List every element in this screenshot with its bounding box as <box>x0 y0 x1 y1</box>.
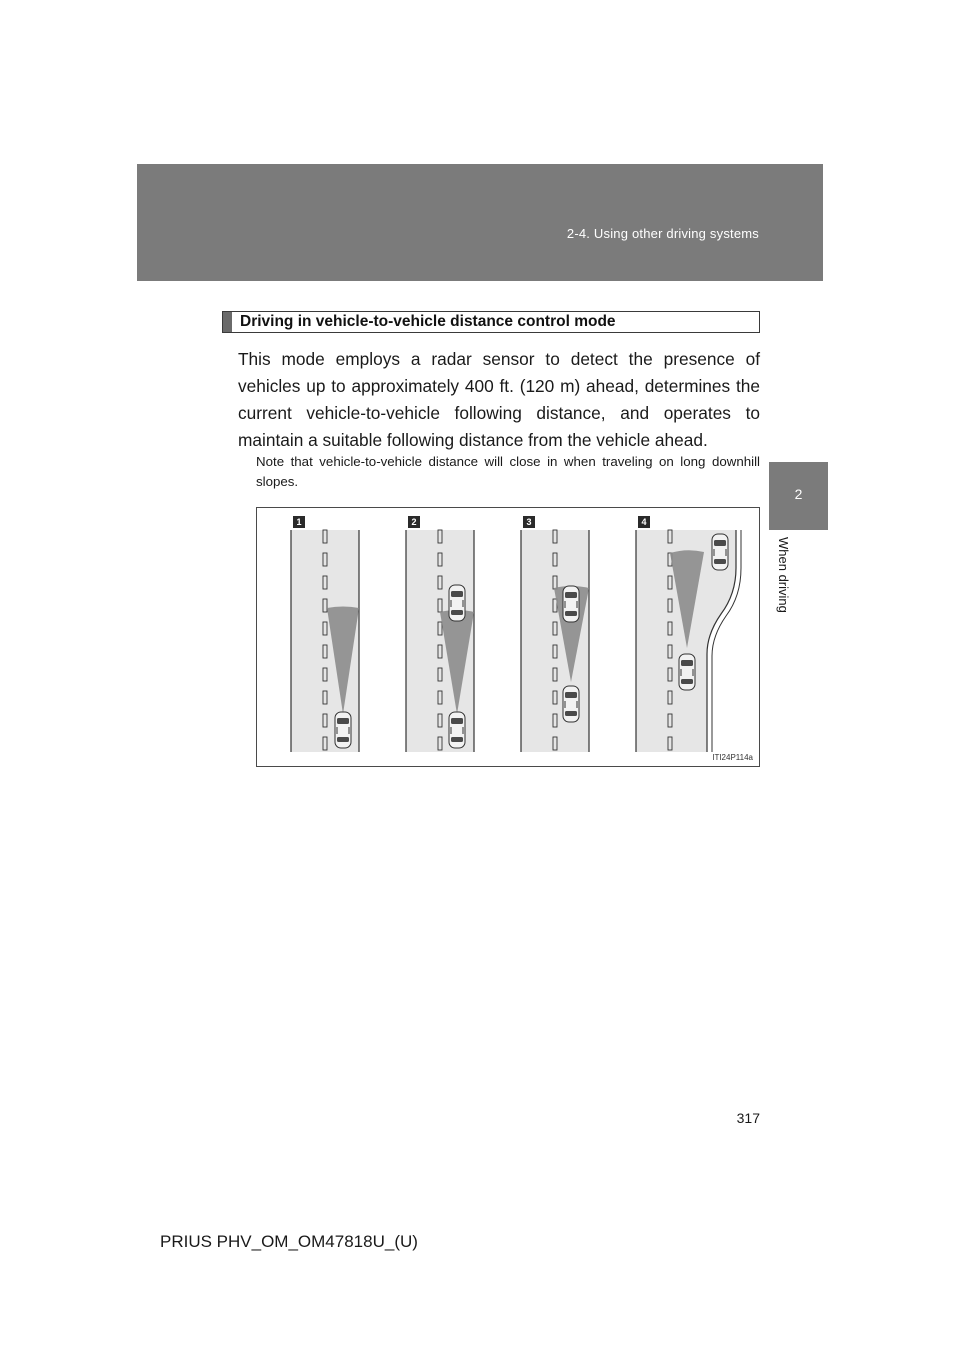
own-vehicle <box>335 712 351 748</box>
panel-4 <box>636 530 741 752</box>
chapter-tab <box>769 462 828 530</box>
step-badge-2: 2 <box>408 516 420 528</box>
own-vehicle <box>679 654 695 690</box>
preceding-vehicle <box>449 585 465 621</box>
section-title: 2-4. Using other driving systems <box>566 226 759 241</box>
road-diagram <box>257 508 761 768</box>
step-badge-1: 1 <box>293 516 305 528</box>
own-vehicle <box>449 712 465 748</box>
preceding-vehicle <box>712 534 728 570</box>
heading-text: Driving in vehicle-to-vehicle distance control mode <box>240 313 616 330</box>
panel-3 <box>521 530 589 752</box>
step-badge-3: 3 <box>523 516 535 528</box>
own-vehicle <box>563 686 579 722</box>
header-band <box>137 164 823 281</box>
chapter-label: When driving <box>776 537 791 613</box>
note-paragraph: Note that vehicle-to-vehicle distance will close in when traveling on long downhill slopes. <box>256 454 760 489</box>
preceding-vehicle <box>563 586 579 622</box>
document-id: PRIUS PHV_OM_OM47818U_(U) <box>160 1232 418 1251</box>
radar-illustration <box>256 507 760 767</box>
figure-code: ITI24P114a <box>712 753 753 762</box>
step-badge-4: 4 <box>638 516 650 528</box>
chapter-number: 2 <box>794 486 803 502</box>
body-paragraph: This mode employs a radar sensor to detect the presence of vehicles up to approximately 400 ft. (120 m) ahead, determines the current vehicle-to-vehicle following distance, and operates to maintain a suitable following distance from the vehicle ahead. <box>238 349 760 450</box>
panel-1 <box>291 530 359 752</box>
panel-2 <box>406 530 474 752</box>
section-heading <box>222 311 760 333</box>
page-number: 317 <box>736 1110 760 1126</box>
heading-marker <box>223 312 232 332</box>
